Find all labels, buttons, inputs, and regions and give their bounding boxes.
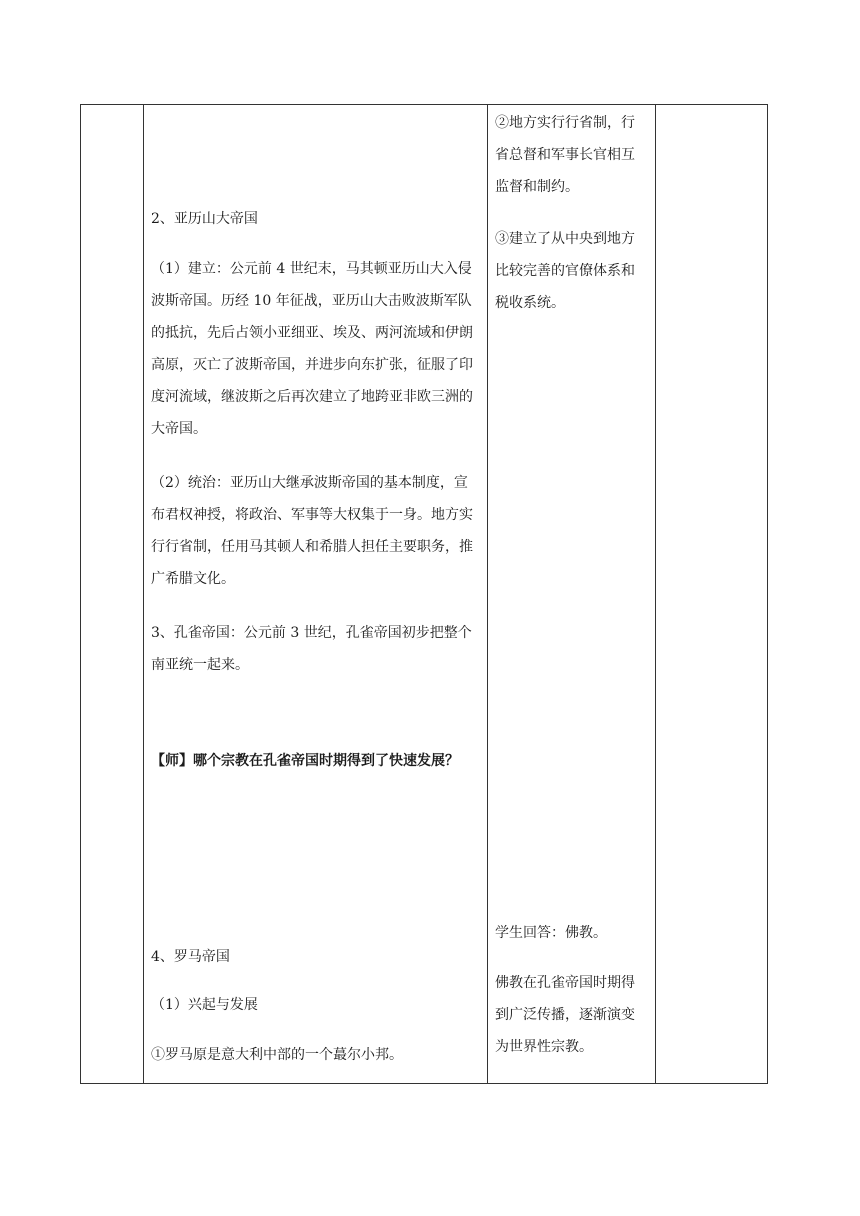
remarks-column <box>655 105 767 1083</box>
subheading-rise-development: （1）兴起与发展 <box>151 997 258 1013</box>
heading-alexander-empire: 2、亚历山大帝国 <box>151 211 258 227</box>
teacher-question: 【师】哪个宗教在孔雀帝国时期得到了快速发展？ <box>151 753 459 769</box>
heading-roman-empire: 4、罗马帝国 <box>151 949 230 965</box>
paragraph-maurya-empire: 3、孔雀帝国：公元前 3 世纪，孔雀帝国初步把整个南亚统一起来。 <box>151 625 472 673</box>
student-answer: 学生回答：佛教。 <box>495 925 607 941</box>
paragraph-rome-origin: ①罗马原是意大利中部的一个蕞尔小邦。 <box>151 1047 403 1063</box>
content-column <box>143 105 487 1083</box>
paragraph-alexander-founding: （1）建立：公元前 4 世纪末，马其顿亚历山大入侵波斯帝国。历经 10 年征战，亚历山大击败波斯军队的抵抗，先后占领小亚细亚、埃及、两河流域和伊朗高原，灭亡了波斯帝国，并进步向东扩张，征服了印度河流域，继波斯之后再次建立了地跨亚非欧三洲的大帝国。 <box>151 261 473 437</box>
note-buddhism-spread: 佛教在孔雀帝国时期得到广泛传播，逐渐演变为世界性宗教。 <box>495 975 635 1055</box>
lesson-table <box>80 104 768 1084</box>
label-column <box>81 105 143 1083</box>
note-bureaucracy: ③建立了从中央到地方比较完善的官僚体系和税收系统。 <box>495 231 635 311</box>
note-provincial-system: ②地方实行行省制，行省总督和军事长官相互监督和制约。 <box>495 115 635 195</box>
activity-column <box>487 105 655 1083</box>
paragraph-alexander-rule: （2）统治：亚历山大继承波斯帝国的基本制度，宣布君权神授，将政治、军事等大权集于一身。地方实行行省制，任用马其顿人和希腊人担任主要职务，推广希腊文化。 <box>151 475 473 587</box>
